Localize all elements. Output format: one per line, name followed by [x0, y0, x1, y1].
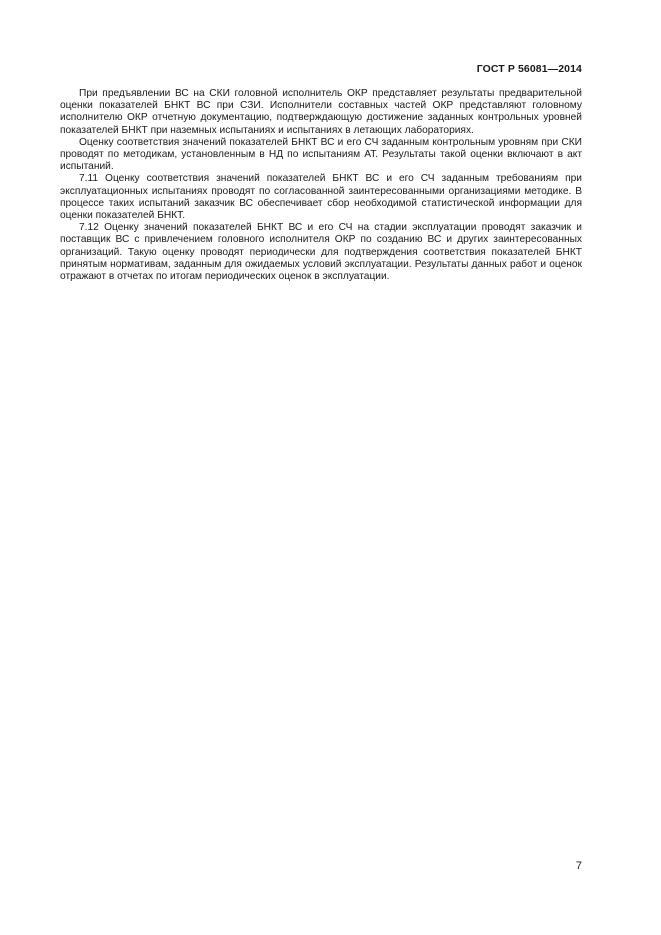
body-text — [60, 88, 582, 283]
paragraph-7-11: 7.11 Оценку соответствия значений показателей БНКТ ВС и его СЧ заданным требованиям при эксплуатационных испытаниях проводят по согласованной заинтересованными организациями методике. В процессе таких испытаний заказчик ВС обеспечивает сбор необходимой статистической информации для оценки показателей БНКТ. — [60, 173, 582, 222]
paragraph-presentation-ski: При предъявлении ВС на СКИ головной исполнитель ОКР представляет результаты предварительной оценки показателей БНКТ ВС при СЗИ. Исполнители составных частей ОКР представляют головному исполнителю ОКР отчетную документацию, подтверждающую достижение заданных контрольных уровней показателей БНКТ при наземных испытаниях и испытаниях в летающих лабораториях. — [60, 88, 582, 136]
paragraph-7-12: 7.12 Оценку значений показателей БНКТ ВС и его СЧ на стадии эксплуатации проводят заказчик и поставщик ВС с привлечением головного исполнителя ОКР по созданию ВС и других заинтересованных организаций. Такую оценку проводят периодически для подтверждения соответствия показателей БНКТ принятым нормативам, заданным для ожидаемых условий эксплуатации. Результаты данных работ и оценок отражают в отчетах по итогам периодических оценок в эксплуатации. — [60, 222, 582, 283]
page-number: 7 — [575, 860, 582, 872]
standard-code-header: ГОСТ Р 56081—2014 — [476, 63, 582, 75]
paragraph-conformity-ski: Оценку соответствия значений показателей БНКТ ВС и его СЧ заданным контрольным уровням при СКИ проводят по методикам, установленным в НД по испытаниям АТ. Результаты такой оценки включают в акт испытаний. — [60, 136, 582, 173]
